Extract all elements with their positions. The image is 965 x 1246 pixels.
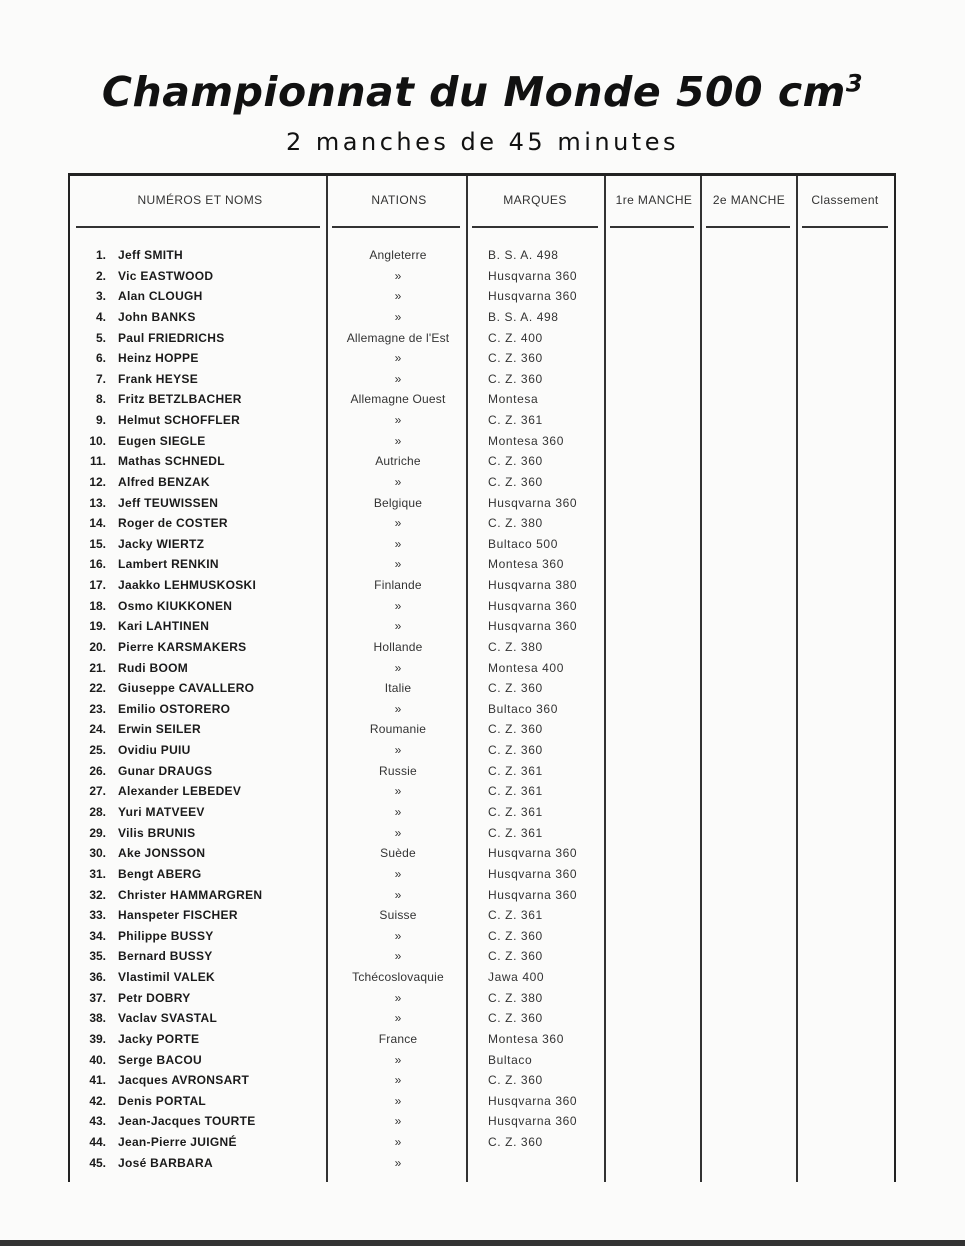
- rider-number: 44.: [89, 1135, 106, 1150]
- table-row: [70, 331, 894, 351]
- table-row: [70, 1073, 894, 1093]
- rider-name: Mathas SCHNEDL: [118, 454, 225, 469]
- rider-number: 42.: [89, 1093, 106, 1108]
- rider-number: 12.: [89, 474, 106, 489]
- rider-brand: C. Z. 380: [488, 639, 543, 654]
- rider-nation: »: [394, 309, 402, 324]
- rider-name: Bernard BUSSY: [118, 949, 213, 964]
- rider-number: 25.: [89, 743, 106, 758]
- rider-nation: Italie: [384, 681, 412, 696]
- rider-nation: »: [394, 887, 402, 902]
- rider-number: 45.: [89, 1155, 106, 1170]
- results-table: [68, 173, 896, 1182]
- rider-name: Jaakko LEHMUSKOSKI: [118, 578, 257, 593]
- rider-nation: »: [394, 805, 402, 819]
- rider-brand: Bultaco 360: [488, 701, 558, 716]
- rider-number: 24.: [89, 722, 106, 737]
- rider-number: 33.: [89, 908, 106, 923]
- rider-brand: Bultaco: [488, 1052, 533, 1067]
- rider-brand: C. Z. 360: [488, 743, 543, 758]
- title-superscript: 3: [845, 69, 864, 98]
- rider-nation: »: [394, 1114, 402, 1129]
- rider-number: 20.: [89, 639, 106, 654]
- table-row: [70, 599, 894, 619]
- rider-number: 41.: [89, 1073, 106, 1088]
- rider-nation: »: [394, 990, 402, 1005]
- rider-name: Osmo KIUKKONEN: [118, 598, 233, 613]
- rider-nation: Roumanie: [369, 722, 427, 737]
- rider-brand: Husqvarna 360: [488, 866, 578, 881]
- header-names: NUMÉROS ET NOMS: [137, 193, 263, 207]
- table-row: [70, 619, 894, 639]
- rider-brand: Husqvarna 360: [488, 1114, 578, 1129]
- table-row: [70, 929, 894, 949]
- rider-number: 15.: [89, 536, 106, 551]
- rider-brand: C. Z. 360: [488, 681, 543, 696]
- rider-number: 11.: [89, 454, 106, 469]
- rider-number: 23.: [89, 701, 106, 716]
- rider-brand: C. Z. 400: [488, 330, 543, 345]
- rider-number: 27.: [89, 784, 106, 799]
- table-row: [70, 392, 894, 412]
- rider-brand: C. Z. 360: [488, 454, 543, 469]
- rider-brand: Montesa 360: [488, 557, 564, 572]
- rider-number: 29.: [89, 825, 106, 840]
- rider-name: Emilio OSTORERO: [118, 701, 231, 716]
- rider-number: 8.: [95, 392, 106, 407]
- table-row: [70, 1011, 894, 1031]
- rider-brand: Jawa 400: [488, 970, 545, 985]
- rider-nation: Autriche: [375, 454, 421, 469]
- rider-number: 35.: [89, 949, 106, 964]
- rider-number: 31.: [89, 866, 106, 881]
- rider-number: 2.: [95, 268, 106, 283]
- rider-nation: »: [394, 413, 402, 428]
- rider-name: Gunar DRAUGS: [118, 763, 213, 778]
- table-row: [70, 372, 894, 392]
- rider-brand: Montesa 400: [488, 660, 564, 675]
- rider-nation: »: [394, 371, 402, 386]
- rider-number: 5.: [95, 330, 106, 345]
- rider-number: 21.: [89, 660, 106, 675]
- table-row: [70, 681, 894, 701]
- table-row: [70, 454, 894, 474]
- table-row: [70, 1114, 894, 1134]
- rider-nation: »: [394, 928, 402, 943]
- header-rule: [802, 226, 888, 228]
- table-row: [70, 888, 894, 908]
- rider-nation: France: [378, 1031, 418, 1046]
- rider-number: 16.: [89, 557, 106, 572]
- header-rule: [332, 226, 460, 228]
- rider-brand: C. Z. 361: [488, 784, 543, 799]
- rider-nation: »: [394, 1052, 402, 1067]
- table-row: [70, 991, 894, 1011]
- rider-nation: Suède: [380, 846, 416, 861]
- header-rule: [706, 226, 790, 228]
- rider-name: Pierre KARSMAKERS: [118, 639, 247, 654]
- rider-brand: Montesa: [488, 392, 539, 407]
- title-text: Championnat du Monde 500 cm: [101, 68, 846, 116]
- table-row: [70, 537, 894, 557]
- rider-nation: »: [394, 866, 402, 881]
- rider-nation: Suisse: [379, 908, 417, 923]
- rider-name: Giuseppe CAVALLERO: [118, 681, 255, 696]
- table-row: [70, 1135, 894, 1155]
- rider-brand: C. Z. 380: [488, 990, 543, 1005]
- table-row: [70, 248, 894, 268]
- rider-nation: »: [394, 1155, 402, 1170]
- rider-nation: Finlande: [374, 578, 422, 593]
- rider-nation: »: [394, 1011, 402, 1026]
- rider-number: 38.: [89, 1011, 106, 1026]
- rider-name: Ake JONSSON: [118, 846, 206, 861]
- rider-number: 14.: [89, 516, 106, 531]
- rider-nation: »: [394, 701, 402, 716]
- rider-nation: »: [394, 743, 402, 758]
- table-row: [70, 867, 894, 887]
- rider-name: Heinz HOPPE: [118, 351, 199, 366]
- rider-name: Jacques AVRONSART: [118, 1073, 250, 1088]
- rider-name: Philippe BUSSY: [118, 928, 214, 943]
- rider-number: 17.: [89, 578, 106, 593]
- rider-number: 10.: [89, 433, 106, 448]
- table-row: [70, 846, 894, 866]
- rider-brand: C. Z. 360: [488, 474, 543, 489]
- rider-nation: »: [394, 268, 402, 283]
- rider-name: Hanspeter FISCHER: [118, 908, 238, 923]
- table-row: [70, 826, 894, 846]
- rider-brand: C. Z. 360: [488, 1135, 543, 1150]
- table-row: [70, 351, 894, 371]
- table-row: [70, 722, 894, 742]
- rider-brand: Husqvarna 360: [488, 495, 578, 510]
- rider-brand: C. Z. 361: [488, 825, 543, 840]
- rider-number: 6.: [95, 351, 106, 366]
- header-manche-2: 2e MANCHE: [712, 193, 786, 207]
- rider-nation: »: [394, 825, 402, 840]
- table-row: [70, 516, 894, 536]
- rider-brand: Bultaco 500: [488, 536, 558, 551]
- rider-nation: »: [394, 289, 402, 304]
- rider-nation: »: [394, 619, 402, 634]
- rider-name: Jacky PORTE: [118, 1031, 200, 1046]
- rider-name: Paul FRIEDRICHS: [118, 330, 225, 345]
- rider-name: Alfred BENZAK: [118, 474, 210, 489]
- rider-name: Fritz BETZLBACHER: [118, 392, 242, 407]
- rider-number: 1.: [95, 248, 106, 262]
- rider-brand: C. Z. 361: [488, 908, 543, 923]
- table-header: [70, 176, 894, 216]
- rider-brand: C. Z. 361: [488, 763, 543, 778]
- rider-name: Helmut SCHOFFLER: [118, 413, 241, 428]
- rider-name: Alan CLOUGH: [118, 289, 203, 304]
- rider-number: 26.: [89, 763, 106, 778]
- rider-name: Vic EASTWOOD: [118, 268, 214, 283]
- rider-nation: Russie: [379, 763, 417, 778]
- rider-brand: Husqvarna 360: [488, 887, 578, 902]
- rider-brand: Montesa 360: [488, 433, 564, 448]
- rider-brand: C. Z. 360: [488, 928, 543, 943]
- table-row: [70, 578, 894, 598]
- table-row: [70, 310, 894, 330]
- rider-nation: »: [394, 660, 402, 675]
- rider-brand: B. S. A. 498: [488, 248, 559, 262]
- rider-number: 7.: [95, 371, 106, 386]
- rider-nation: Allemagne de l'Est: [346, 330, 450, 345]
- rider-name: Serge BACOU: [118, 1052, 202, 1067]
- table-row: [70, 764, 894, 784]
- header-nations: NATIONS: [371, 193, 427, 207]
- header-rule: [610, 226, 694, 228]
- table-row: [70, 949, 894, 969]
- table-row: [70, 908, 894, 928]
- table-row: [70, 661, 894, 681]
- table-row: [70, 496, 894, 516]
- rider-brand: C. Z. 360: [488, 351, 543, 366]
- table-row: [70, 1032, 894, 1052]
- table-row: [70, 743, 894, 763]
- rider-name: Jacky WIERTZ: [118, 536, 205, 551]
- table-row: [70, 1053, 894, 1073]
- rider-name: Denis PORTAL: [118, 1093, 207, 1108]
- rider-nation: »: [394, 598, 402, 613]
- rider-number: 4.: [95, 309, 106, 324]
- rider-number: 39.: [89, 1031, 106, 1046]
- rider-nation: »: [394, 433, 402, 448]
- rider-number: 13.: [89, 495, 106, 510]
- rider-name: Frank HEYSE: [118, 371, 198, 386]
- header-rule: [76, 226, 320, 228]
- rider-nation: »: [394, 474, 402, 489]
- rider-brand: B. S. A. 498: [488, 309, 559, 324]
- rider-nation: Tchécoslovaquie: [352, 970, 444, 985]
- rider-name: Yuri MATVEEV: [118, 805, 205, 819]
- rider-nation: »: [394, 351, 402, 366]
- rider-brand: C. Z. 360: [488, 1073, 543, 1088]
- rider-name: Rudi BOOM: [118, 660, 189, 675]
- rider-name: Vilis BRUNIS: [118, 825, 196, 840]
- rider-name: Erwin SEILER: [118, 722, 201, 737]
- rider-number: 32.: [89, 887, 106, 902]
- rider-brand: C. Z. 360: [488, 1011, 543, 1026]
- rider-nation: »: [394, 516, 402, 531]
- table-row: [70, 475, 894, 495]
- table-row: [70, 702, 894, 722]
- table-row: [70, 557, 894, 577]
- table-row: [70, 970, 894, 990]
- table-row: [70, 289, 894, 309]
- rider-nation: Belgique: [373, 495, 423, 510]
- rider-brand: C. Z. 360: [488, 722, 543, 737]
- rider-number: 19.: [89, 619, 106, 634]
- rider-number: 28.: [89, 805, 106, 819]
- rider-nation: Hollande: [373, 639, 423, 654]
- rider-name: Ovidiu PUIU: [118, 743, 191, 758]
- table-row: [70, 805, 894, 825]
- rider-brand: C. Z. 380: [488, 516, 543, 531]
- header-brands: MARQUES: [503, 193, 567, 207]
- rider-number: 3.: [95, 289, 106, 304]
- rider-name: Jeff TEUWISSEN: [118, 495, 219, 510]
- rider-brand: Husqvarna 360: [488, 846, 578, 861]
- rider-nation: »: [394, 557, 402, 572]
- rider-name: Lambert RENKIN: [118, 557, 219, 572]
- rider-brand: Montesa 360: [488, 1031, 564, 1046]
- page-subtitle: 2 manches de 45 minutes: [286, 128, 679, 156]
- rider-name: John BANKS: [118, 309, 196, 324]
- rider-nation: Angleterre: [369, 248, 427, 262]
- rider-brand: C. Z. 361: [488, 805, 543, 819]
- rider-name: Bengt ABERG: [118, 866, 202, 881]
- rider-name: Jean-Jacques TOURTE: [118, 1114, 256, 1129]
- rider-number: 43.: [89, 1114, 106, 1129]
- header-ranking: Classement: [811, 193, 879, 207]
- rider-nation: »: [394, 1093, 402, 1108]
- rider-nation: »: [394, 536, 402, 551]
- rider-number: 36.: [89, 970, 106, 985]
- table-row: [70, 640, 894, 660]
- rider-number: 37.: [89, 990, 106, 1005]
- rider-brand: C. Z. 360: [488, 949, 543, 964]
- table-row: [70, 269, 894, 289]
- header-manche-1: 1re MANCHE: [615, 193, 693, 207]
- rider-nation: »: [394, 949, 402, 964]
- rider-name: Vaclav SVASTAL: [118, 1011, 218, 1026]
- table-row: [70, 1156, 894, 1176]
- rider-nation: Allemagne Ouest: [350, 392, 446, 407]
- rider-number: 40.: [89, 1052, 106, 1067]
- rider-brand: Husqvarna 360: [488, 268, 578, 283]
- rider-brand: C. Z. 361: [488, 413, 543, 428]
- rider-name: Petr DOBRY: [118, 990, 191, 1005]
- page-bottom-rule: [0, 1240, 965, 1246]
- rider-number: 18.: [89, 598, 106, 613]
- page-title: [0, 68, 965, 116]
- rider-name: Jean-Pierre JUIGNÉ: [118, 1135, 237, 1150]
- rider-brand: Husqvarna 360: [488, 619, 578, 634]
- rider-name: Eugen SIEGLE: [118, 433, 206, 448]
- rider-name: Christer HAMMARGREN: [118, 887, 263, 902]
- rider-brand: Husqvarna 380: [488, 578, 578, 593]
- table-row: [70, 413, 894, 433]
- rider-brand: Husqvarna 360: [488, 1093, 578, 1108]
- rider-number: 34.: [89, 928, 106, 943]
- rider-brand: Husqvarna 360: [488, 598, 578, 613]
- rider-number: 30.: [89, 846, 106, 861]
- rider-brand: Husqvarna 360: [488, 289, 578, 304]
- table-row: [70, 784, 894, 804]
- rider-name: Vlastimil VALEK: [118, 970, 215, 985]
- rider-name: Kari LAHTINEN: [118, 619, 210, 634]
- rider-nation: »: [394, 784, 402, 799]
- rider-number: 9.: [95, 413, 106, 428]
- rider-name: Jeff SMITH: [118, 248, 184, 262]
- table-row: [70, 1094, 894, 1114]
- rider-nation: »: [394, 1135, 402, 1150]
- rider-name: Alexander LEBEDEV: [118, 784, 242, 799]
- rider-brand: C. Z. 360: [488, 371, 543, 386]
- rider-name: Roger de COSTER: [118, 516, 228, 531]
- header-rule: [472, 226, 598, 228]
- rider-name: José BARBARA: [118, 1155, 213, 1170]
- rider-nation: »: [394, 1073, 402, 1088]
- rider-number: 22.: [89, 681, 106, 696]
- table-row: [70, 434, 894, 454]
